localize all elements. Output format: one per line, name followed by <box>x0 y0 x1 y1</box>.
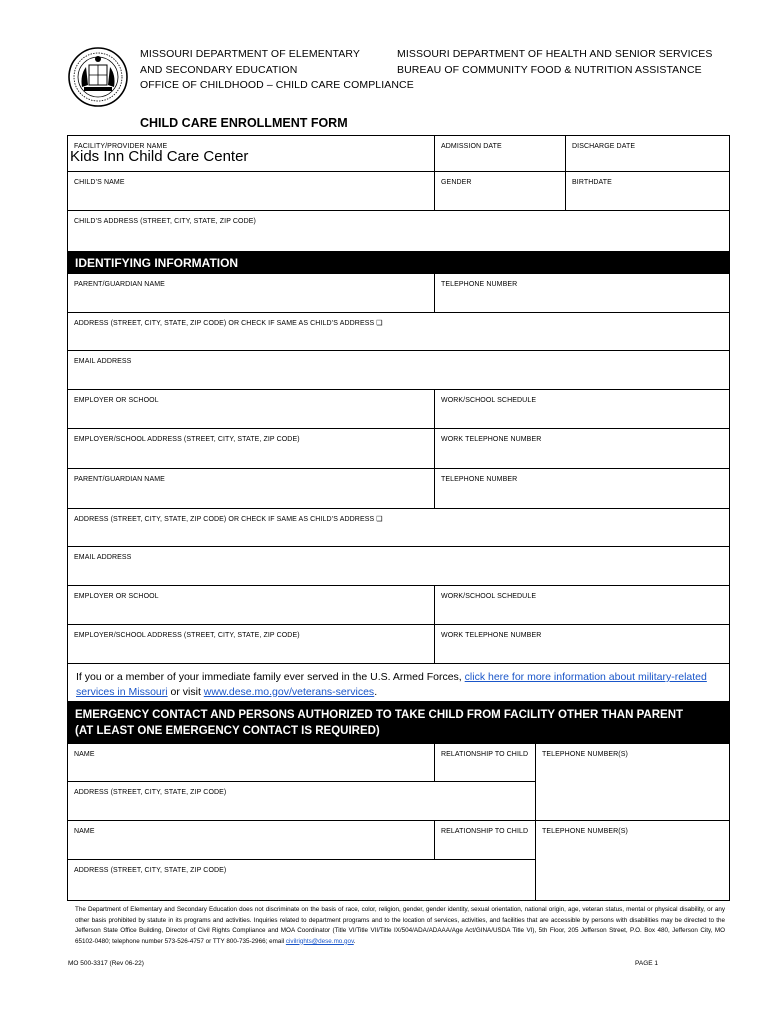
parent1-employer-field[interactable] <box>67 389 435 429</box>
birthdate-label: BIRTHDATE <box>572 179 612 186</box>
parent2-name-label: PARENT/GUARDIAN NAME <box>74 476 165 483</box>
parent1-name-label: PARENT/GUARDIAN NAME <box>74 281 165 288</box>
discharge-date-field[interactable] <box>565 135 730 172</box>
emergency2-address-field[interactable] <box>67 859 536 901</box>
nondiscrimination-notice <box>75 905 725 947</box>
parent1-address-label: ADDRESS (STREET, CITY, STATE, ZIP CODE) OR CHECK IF SAME AS CHILD’S ADDRESS ❑ <box>74 320 383 327</box>
parent1-email-label: EMAIL ADDRESS <box>74 358 132 365</box>
emergency2-name-field[interactable] <box>67 820 435 860</box>
gender-field[interactable] <box>434 171 566 211</box>
parent2-schedule-field[interactable] <box>434 585 730 625</box>
emergency1-address-label: ADDRESS (STREET, CITY, STATE, ZIP CODE) <box>74 789 227 796</box>
nondiscrimination-text: The Department of Elementary and Secondary Education does not discriminate on the basis of race, color, religion, gender, gender identity, sexual orientation, national origin, age, veteran status, mental or physical disability, or any other basis prohibited by statute in its programs and activities. Inquiries related to department programs and to the location of services, activities, and facilities that are accessible by persons with disabilities may be directed to the Jefferson State Office Building, Director of Civil Rights Compliance and MOA Coordinator (Title VI/Title VII/Title IX/504/ADA/ADAAA/Age Act/GINA/USDA Title VI), 5th Floor, 205 Jefferson Street, P.O. Box 480, Jefferson City, MO 65102-0480; telephone number 573-526-4757 or TTY 800-735-2966; email <box>75 906 725 945</box>
facility-name-value: Kids Inn Child Care Center <box>70 148 249 165</box>
veterans-notice <box>67 663 730 702</box>
emergency1-address-field[interactable] <box>67 781 536 821</box>
parent1-work-phone-field[interactable] <box>434 428 730 469</box>
dhss-line-1: MISSOURI DEPARTMENT OF HEALTH AND SENIOR SERVICES <box>397 48 713 60</box>
veterans-text-1: If you or a member of your immediate family ever served in the U.S. Armed Forces, <box>76 671 465 683</box>
emergency1-relationship-label: RELATIONSHIP TO CHILD <box>441 751 529 758</box>
dese-line-2: AND SECONDARY EDUCATION <box>140 63 298 76</box>
emergency2-relationship-field[interactable] <box>434 820 536 860</box>
parent2-work-phone-field[interactable] <box>434 624 730 664</box>
childs-address-field[interactable] <box>67 210 730 252</box>
emergency1-telephones-field[interactable] <box>535 743 730 821</box>
emergency2-relationship-label: RELATIONSHIP TO CHILD <box>441 828 529 835</box>
veterans-text-3: . <box>374 685 378 698</box>
facility-name-field[interactable] <box>67 135 435 172</box>
form-number: MO 500-3317 (Rev 06-22) <box>68 960 144 967</box>
emergency1-name-field[interactable] <box>67 743 435 782</box>
emergency-heading-line-2: (AT LEAST ONE EMERGENCY CONTACT IS REQUIRED) <box>75 725 380 737</box>
dese-header <box>140 47 414 94</box>
parent1-telephone-field[interactable] <box>434 273 730 313</box>
childs-address-label: CHILD’S ADDRESS (STREET, CITY, STATE, ZIP CODE) <box>74 218 256 225</box>
dese-line-1: MISSOURI DEPARTMENT OF ELEMENTARY <box>140 48 360 60</box>
parent1-schedule-label: WORK/SCHOOL SCHEDULE <box>441 397 537 404</box>
parent2-employer-label: EMPLOYER OR SCHOOL <box>74 593 159 600</box>
parent2-email-label: EMAIL ADDRESS <box>74 554 132 561</box>
emergency1-telephones-label: TELEPHONE NUMBER(S) <box>542 751 628 758</box>
discharge-date-label: DISCHARGE DATE <box>572 143 636 150</box>
military-services-link[interactable]: click here for more information about military-related services in Missouri <box>76 671 707 698</box>
parent1-schedule-field[interactable] <box>434 389 730 429</box>
emergency2-telephones-label: TELEPHONE NUMBER(S) <box>542 828 628 835</box>
dese-line-3: OFFICE OF CHILDHOOD – CHILD CARE COMPLIANCE <box>140 79 414 91</box>
parent1-telephone-label: TELEPHONE NUMBER <box>441 281 518 288</box>
parent1-email-field[interactable] <box>67 350 730 390</box>
childs-name-label: CHILD’S NAME <box>74 179 125 186</box>
page-number: PAGE 1 <box>635 960 659 967</box>
parent2-schedule-label: WORK/SCHOOL SCHEDULE <box>441 593 537 600</box>
parent1-employer-address-label: EMPLOYER/SCHOOL ADDRESS (STREET, CITY, STATE, ZIP CODE) <box>74 436 300 443</box>
parent2-email-field[interactable] <box>67 546 730 586</box>
parent1-employer-address-field[interactable] <box>67 428 435 469</box>
parent1-employer-label: EMPLOYER OR SCHOOL <box>74 397 159 404</box>
emergency-contact-heading <box>67 702 730 744</box>
nondiscrimination-text-end: . <box>353 937 356 945</box>
parent1-address-field[interactable] <box>67 312 730 351</box>
emergency2-name-label: NAME <box>74 828 95 835</box>
parent2-employer-field[interactable] <box>67 585 435 625</box>
emergency2-address-label: ADDRESS (STREET, CITY, STATE, ZIP CODE) <box>74 867 227 874</box>
parent2-telephone-field[interactable] <box>434 468 730 509</box>
dhss-line-2: BUREAU OF COMMUNITY FOOD & NUTRITION ASSISTANCE <box>397 63 702 76</box>
childs-name-field[interactable] <box>67 171 435 211</box>
parent2-employer-address-label: EMPLOYER/SCHOOL ADDRESS (STREET, CITY, STATE, ZIP CODE) <box>74 632 300 639</box>
emergency1-name-label: NAME <box>74 751 95 758</box>
emergency2-telephones-field[interactable] <box>535 820 730 901</box>
parent2-name-field[interactable] <box>67 468 435 509</box>
emergency1-relationship-field[interactable] <box>434 743 536 782</box>
civil-rights-email-link[interactable]: civilrights@dese.mo.gov <box>285 937 354 945</box>
admission-date-label: ADMISSION DATE <box>441 143 502 150</box>
missouri-state-seal-icon <box>68 47 128 107</box>
parent1-work-phone-label: WORK TELEPHONE NUMBER <box>441 436 542 443</box>
identifying-information-heading: IDENTIFYING INFORMATION <box>67 252 730 274</box>
parent2-employer-address-field[interactable] <box>67 624 435 664</box>
veterans-services-url-link[interactable]: www.dese.mo.gov/veterans-services <box>203 685 375 698</box>
parent2-address-label: ADDRESS (STREET, CITY, STATE, ZIP CODE) OR CHECK IF SAME AS CHILD’S ADDRESS ❑ <box>74 516 383 523</box>
gender-label: GENDER <box>441 179 472 186</box>
parent2-address-field[interactable] <box>67 508 730 547</box>
admission-date-field[interactable] <box>434 135 566 172</box>
facility-name-label: FACILITY/PROVIDER NAME <box>74 143 168 150</box>
parent2-work-phone-label: WORK TELEPHONE NUMBER <box>441 632 542 639</box>
form-title: CHILD CARE ENROLLMENT FORM <box>140 116 348 130</box>
veterans-text-2: or visit <box>167 685 204 698</box>
dhss-header <box>397 47 713 78</box>
parent1-name-field[interactable] <box>67 273 435 313</box>
parent2-telephone-label: TELEPHONE NUMBER <box>441 476 518 483</box>
emergency-heading-line-1: EMERGENCY CONTACT AND PERSONS AUTHORIZED TO TAKE CHILD FROM FACILITY OTHER THAN PARENT <box>75 709 684 721</box>
birthdate-field[interactable] <box>565 171 730 211</box>
